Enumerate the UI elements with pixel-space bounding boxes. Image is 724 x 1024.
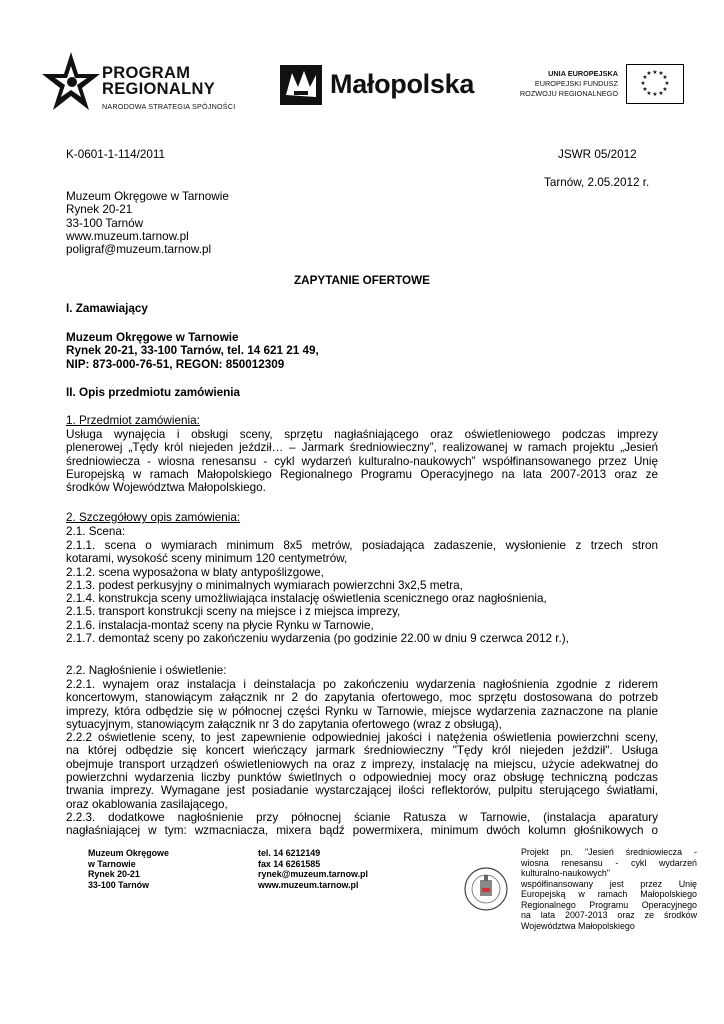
footer-project-note: Projekt pn. "Jesień średniowiecza - wiosna renesansu - cykl wydarzeń kulturalno-naukowych" współfinansowany jest przez Unię Europejską w ramach Małopolskiego Regionalnego Programu Operacyjnego na lata 2007-2013 oraz ze środków Województwa Małopolskiego (521, 847, 697, 931)
eu-logo (512, 64, 684, 106)
svg-text:★: ★ (658, 90, 664, 97)
malopolska-logo (280, 63, 490, 108)
malopolska-emblem-icon (280, 65, 322, 105)
contractor-details: Muzeum Okręgowe w Tarnowie Rynek 20-21, 33-100 Tarnów, tel. 14 621 21 49, NIP: 873-000-76-51, REGON: 850012309 (66, 331, 319, 371)
document-title: ZAPYTANIE OFERTOWE (294, 274, 430, 287)
eu-flag-icon (626, 64, 684, 104)
section-2-heading: II. Opis przedmiotu zamówienia (66, 386, 241, 399)
svg-text:★: ★ (642, 74, 648, 81)
program-title: PROGRAM REGIONALNY (102, 64, 216, 98)
svg-text:★: ★ (646, 90, 652, 97)
scene-list: 2.1.1. scena o wymiarach minimum 8x5 metrów, posiadająca zadaszenie, wysłonienie z trzech stron kotarami, wysokość sceny minimum 120 centymetrów, 2.1.2. scena wyposażona w blaty antypoślizgowe, 2.1.3. podest perkusyjny o minimalnych wymiarach powierzchni 3x2,5 metra, 2.1.4. konstrukcja sceny umożliwiająca instalację oświetlenia scenicznego oraz nagłośnienia, 2.1.5. transport konstrukcji sceny na miejsce i z miejsca imprezy, 2.1.6. instalacja-montaż sceny na płycie Rynku w Tarnowie, 2.1.7. demontaż sceny po zakończeniu wydarzenia (po godzinie 22.00 w dniu 9 czerwca 2012 r.), (66, 539, 658, 646)
museum-stamp-icon (463, 866, 509, 912)
details-heading: 2. Szczegółowy opis zamówienia: (66, 511, 241, 524)
program-regionalny-logo (42, 50, 272, 120)
footer-address: Muzeum Okręgowe w Tarnowie Rynek 20-21 33-100 Tarnów (88, 848, 169, 890)
scene-heading: 2.1. Scena: (66, 525, 126, 538)
svg-text:★: ★ (658, 70, 664, 77)
svg-text:★: ★ (640, 80, 646, 87)
svg-text:★: ★ (642, 86, 648, 93)
footer-contact: tel. 14 6212149 fax 14 6261585 rynek@muzeum.tarnow.pl www.muzeum.tarnow.pl (258, 848, 368, 890)
svg-text:★: ★ (652, 91, 658, 98)
svg-text:★: ★ (662, 74, 668, 81)
malopolska-text: Małopolska (330, 69, 475, 99)
reference-number: K-0601-1-114/2011 (66, 148, 165, 161)
case-number: JSWR 05/2012 (558, 148, 637, 161)
svg-text:★: ★ (664, 80, 670, 87)
svg-text:★: ★ (662, 86, 668, 93)
sound-heading: 2.2. Nagłośnienie i oświetlenie: (66, 664, 227, 677)
subject-paragraph: Usługa wynajęcia i obsługi sceny, sprzętu nagłaśniającego oraz oświetleniowego podczas imprezy plenerowej „Tędy król niejeden jeździł… – Jarmark średniowieczny”, realizowanej w ramach projektu „Jesień średniowiecza - wiosna renesansu - cykl wydarzeń kulturalno-naukowych” współfinansowanego przez Unię Europejską w ramach Małopolskiego Regionalnego Programu Operacyjnego na lata 2007-2013 oraz ze środków Województwa Małopolskiego. (66, 428, 658, 495)
svg-text:★: ★ (652, 69, 658, 76)
eu-text: UNIA EUROPEJSKA EUROPEJSKI FUNDUSZ ROZWOJU REGIONALNEGO (519, 69, 618, 98)
program-regionalny-star-icon (42, 52, 100, 118)
sound-list: 2.2.1. wynajem oraz instalacja i deinstalacja po zakończeniu wydarzenia nagłośnienia zgodnie z riderem koncertowym, stanowiącym załącznik nr 2 do zapytania ofertowego, moc sprzętu dostosowana do potrzeb imprezy, która odbędzie się w północnej części Rynku w Tarnowie, miejsce wydarzenia zaznaczone na planie sytuacyjnym, stanowiącym załącznik nr 3 do zapytania ofertowego (wraz z obsługą), 2.2.2 oświetlenie sceny, to jest zapewnienie odpowiedniej jakości i natężenia oświetlenia powierzchni sceny, na której odbędzie się koncert wieńczący jarmark średniowieczny "Tędy król niejeden jeździł". Usługa obejmuje transport urządzeń oświetleniowych na oraz z imprezy, instalację na miejscu, użycie adekwatnej do powierzchni wydarzenia liczby punktów świetlnych o odpowiedniej mocy oraz obsługę techniczną podczas trwania imprezy. Wymagane jest posiadanie wystarczającej ilości reflektorów, pulpitu sterującego światłami, oraz okablowania zasilającego, 2.2.3. dodatkowe nagłośnienie przy północnej ścianie Ratusza w Tarnowie, (instalacja aparatury nagłaśniającej w tym: wzmacniacza, mixera bądź powermixera, minimum dwóch kolumn głośnikowych o (66, 678, 658, 838)
section-1-heading: I. Zamawiający (66, 302, 148, 315)
address-block: Muzeum Okręgowe w Tarnowie Rynek 20-21 33-100 Tarnów www.muzeum.tarnow.pl poligraf@muzeum.tarnow.pl (66, 190, 229, 257)
program-subtitle: NARODOWA STRATEGIA SPÓJNOŚCI (102, 102, 236, 111)
subject-heading: 1. Przedmiot zamówienia: (66, 414, 200, 427)
document-date: Tarnów, 2.05.2012 r. (544, 176, 650, 189)
svg-text:★: ★ (646, 70, 652, 77)
